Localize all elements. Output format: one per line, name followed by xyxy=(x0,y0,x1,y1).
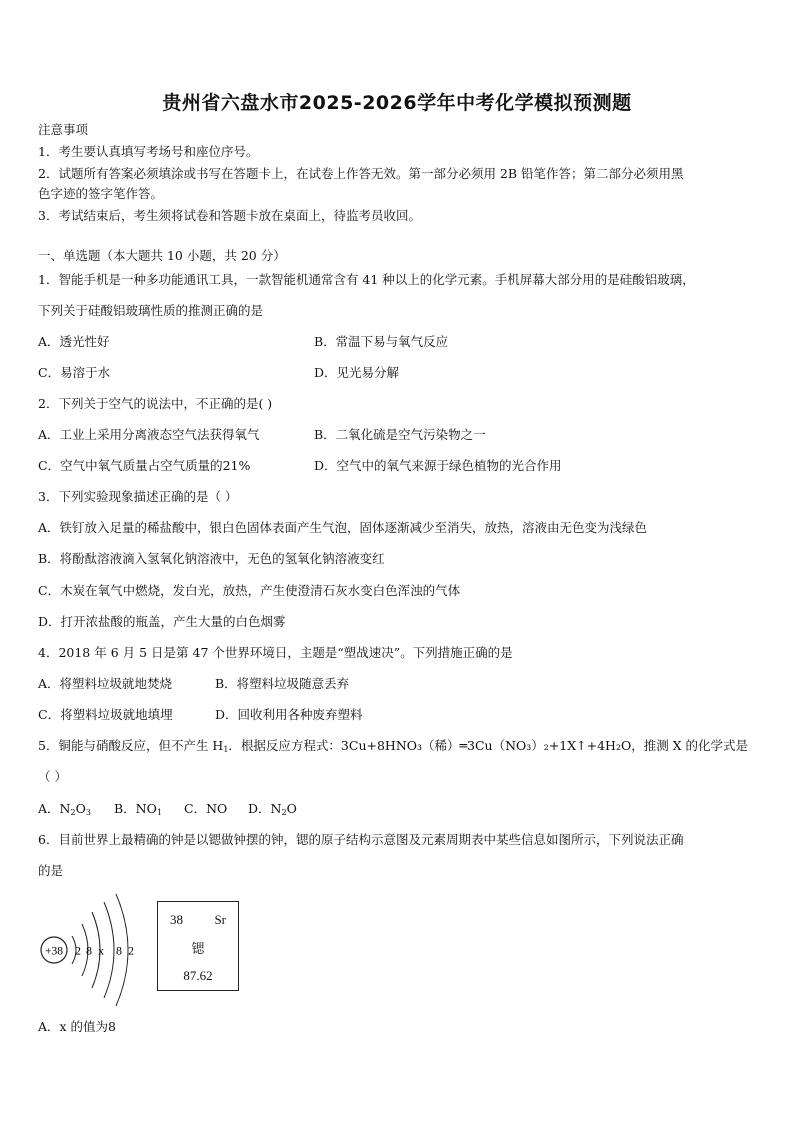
q5-d-pre: D．N xyxy=(248,801,282,816)
q4-option-d: D．回收利用各种废弃塑料 xyxy=(215,707,363,722)
q3-stem: 3．下列实验现象描述正确的是（ ） xyxy=(38,489,238,504)
q5-option-c: C．NO xyxy=(184,801,228,816)
q1-stem-line2: 下列关于硅酸铝玻璃性质的推测正确的是 xyxy=(38,303,264,318)
q5-option-d xyxy=(248,801,297,821)
notice-heading: 注意事项 xyxy=(38,122,89,137)
q1-stem-line1: 1．智能手机是一种多功能通讯工具，一款智能机通常含有 41 种以上的化学元素。手机屏幕大部分用的是硅酸铝玻璃， xyxy=(38,272,695,287)
q5-option-a xyxy=(38,801,91,821)
q5-b-sub: 1 xyxy=(156,808,162,817)
shell-electrons-5: 2 xyxy=(128,943,134,958)
q5-stem xyxy=(38,738,748,758)
q4-option-c: C．将塑料垃圾就地填埋 xyxy=(38,707,173,722)
shell-electrons-4: 8 xyxy=(116,943,122,958)
shell-electrons-2: 8 xyxy=(86,943,92,958)
q4-option-b: B．将塑料垃圾随意丢弃 xyxy=(215,676,350,691)
periodic-table-tile xyxy=(157,901,239,991)
shell-electrons-3: x xyxy=(98,943,104,958)
q3-option-c: C．木炭在氧气中燃烧，发白光，放热，产生使澄清石灰水变白色浑浊的气体 xyxy=(38,583,461,598)
q6-option-a: A．x 的值为8 xyxy=(38,1019,117,1034)
q2-option-c: C．空气中氧气质量占空气质量的21% xyxy=(38,458,251,473)
q5-stem-sub: 1 xyxy=(223,745,229,754)
q2-option-d: D．空气中的氧气来源于绿色植物的光合作用 xyxy=(314,458,562,473)
q3-option-a: A．铁钉放入足量的稀盐酸中，银白色固体表面产生气泡，固体逐渐减少至消失，放热，溶液由无色变为浅绿色 xyxy=(38,520,648,535)
atom-structure-diagram xyxy=(38,890,143,1008)
q1-option-b: B．常温下易与氧气反应 xyxy=(314,334,449,349)
q5-a-sub1: 2 xyxy=(70,808,76,817)
q5-a-pre: A．N xyxy=(38,801,71,816)
notice-item-2: 2．试题所有答案必须填涂或书写在答题卡上，在试卷上作答无效。第一部分必须用 2B 铅笔作答；第二部分必须用黑 xyxy=(38,166,684,181)
shell-arc-4 xyxy=(104,902,114,998)
element-symbol: Sr xyxy=(214,912,226,927)
notice-item-1: 1．考生要认真填写考场号和座位序号。 xyxy=(38,144,259,159)
exam-title: 贵州省六盘水市2025-2026学年中考化学模拟预测题 xyxy=(162,92,632,114)
atomic-mass: 87.62 xyxy=(183,968,213,983)
nucleus-charge: +38 xyxy=(45,945,63,958)
atomic-number: 38 xyxy=(170,912,183,927)
q5-answer-paren: （ ） xyxy=(38,769,67,784)
q5-option-b xyxy=(114,801,162,821)
q1-option-d: D．见光易分解 xyxy=(314,365,400,380)
q2-stem: 2．下列关于空气的说法中，不正确的是( ) xyxy=(38,396,273,411)
q3-option-d: D．打开浓盐酸的瓶盖，产生大量的白色烟雾 xyxy=(38,614,286,629)
q2-option-b: B．二氧化硫是空气污染物之一 xyxy=(314,427,486,442)
element-name: 锶 xyxy=(191,942,205,957)
q5-b-pre: B．NO xyxy=(114,801,157,816)
q5-d-post: O xyxy=(286,801,297,816)
q5-a-sub2: 3 xyxy=(85,808,91,817)
q2-option-a: A．工业上采用分离液态空气法获得氧气 xyxy=(38,427,260,442)
q5-d-sub: 2 xyxy=(281,808,287,817)
notice-item-3: 3．考试结束后，考生须将试卷和答题卡放在桌面上，待监考员收回。 xyxy=(38,208,421,223)
q1-option-c: C．易溶于水 xyxy=(38,365,111,380)
section-heading: 一、单选题（本大题共 10 小题，共 20 分） xyxy=(38,248,286,263)
shell-electrons-1: 2 xyxy=(75,943,81,958)
q6-stem-line1: 6．目前世界上最精确的钟是以锶做钟摆的钟，锶的原子结构示意图及元素周期表中某些信息如图所示，下列说法正确 xyxy=(38,832,684,847)
q6-stem-line2: 的是 xyxy=(38,863,64,878)
q5-a-mid: O xyxy=(75,801,86,816)
q4-stem: 4．2018 年 6 月 5 日是第 47 个世界环境日，主题是“塑战速决”。下列措施正确的是 xyxy=(38,645,513,660)
q5-stem-post: ．根据反应方程式：3Cu+8HNO₃（稀）═3Cu（NO₃）₂+1X↑+4H₂O，推测 X 的化学式是 xyxy=(228,738,749,753)
q3-option-b: B．将酚酞溶液滴入氢氧化钠溶液中，无色的氢氧化钠溶液变红 xyxy=(38,551,385,566)
q1-option-a: A．透光性好 xyxy=(38,334,110,349)
notice-item-2-cont: 色字迹的签字笔作答。 xyxy=(38,186,164,201)
q5-stem-pre: 5．铜能与硝酸反应，但不产生 H xyxy=(38,738,224,753)
q4-option-a: A．将塑料垃圾就地焚烧 xyxy=(38,676,173,691)
